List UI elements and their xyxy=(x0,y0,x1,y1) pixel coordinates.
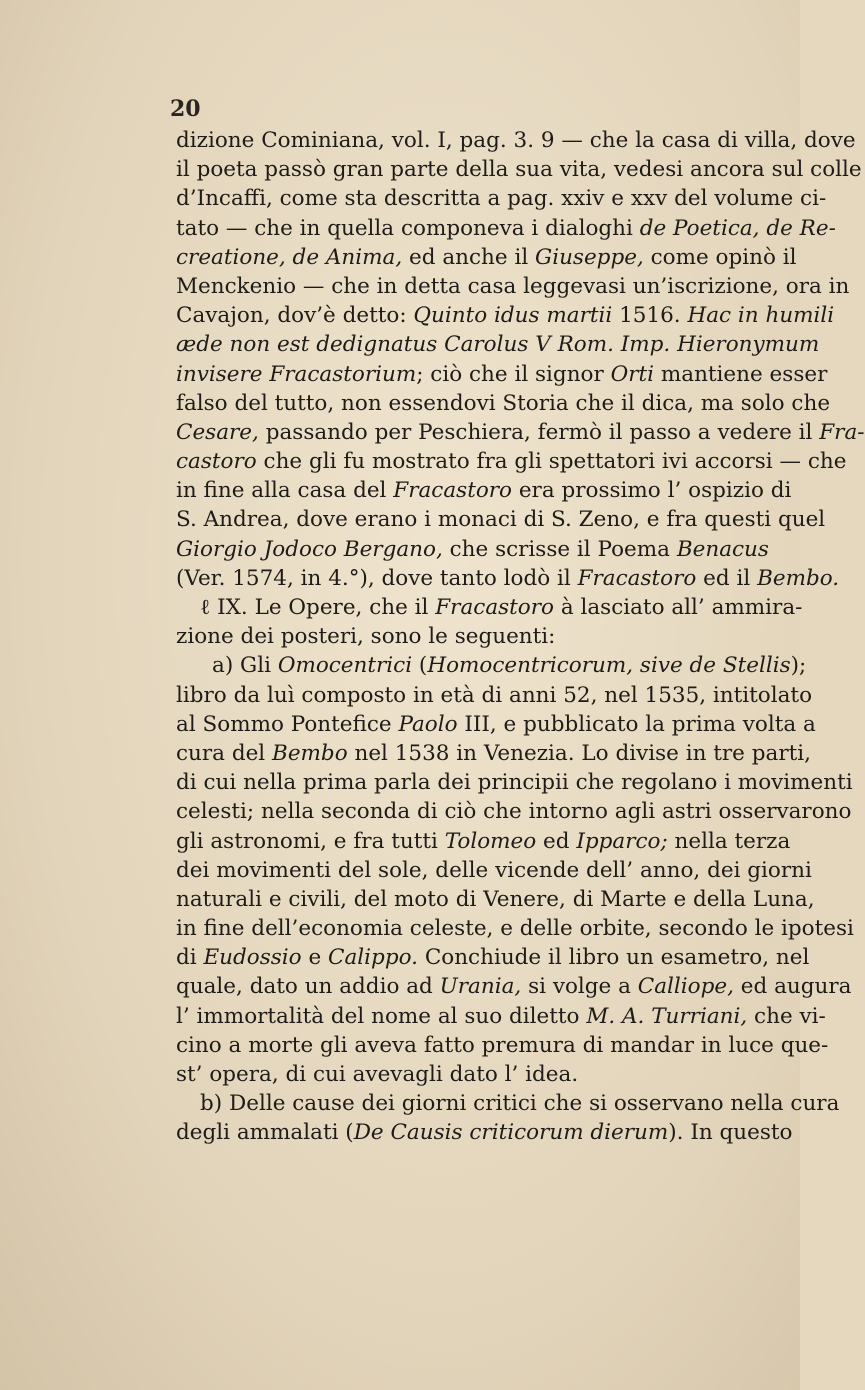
text-segment: ℓ IX. Le Opere, che il xyxy=(200,595,436,620)
italic-text: Eudossio xyxy=(203,945,302,971)
italic-text: castoro xyxy=(176,449,257,475)
text-line xyxy=(176,418,865,447)
text-line xyxy=(176,885,815,914)
text-line xyxy=(176,301,835,330)
text-segment: ed anche il xyxy=(402,244,536,270)
text-segment: st’ opera, di cui avevagli dato l’ idea. xyxy=(176,1062,579,1087)
italic-text: Fracastoro xyxy=(577,565,697,591)
text-line xyxy=(176,155,862,184)
text-line xyxy=(176,710,816,739)
text-line xyxy=(176,914,854,943)
italic-text: Giorgio Jodoco Bergano, xyxy=(176,536,443,562)
text-segment: degli ammalati ( xyxy=(176,1120,354,1146)
text-line xyxy=(176,447,847,476)
text-segment: passando per Peschiera, fermò il passo a vedere il xyxy=(258,419,820,445)
italic-text: Bembo xyxy=(272,740,348,766)
text-segment: come opinò il xyxy=(643,244,797,270)
text-segment: ed augura xyxy=(733,974,852,1000)
text-segment: a) Gli xyxy=(212,653,278,679)
page-number: 20 xyxy=(170,96,201,122)
text-segment: di xyxy=(176,945,204,971)
text-line xyxy=(176,943,810,972)
italic-text: M. A. Turriani, xyxy=(586,1003,748,1029)
text-segment: naturali e civili, del moto di Venere, di Marte e della Luna, xyxy=(176,886,815,912)
text-segment: à lasciato all’ ammira- xyxy=(553,595,803,620)
italic-text: æde non est dedignatus Carolus V Rom. Imp. Hieronymum xyxy=(176,332,820,358)
text-segment: zione dei posteri, sono le seguenti: xyxy=(176,624,556,650)
italic-text: creatione, de Anima, xyxy=(176,244,403,270)
text-segment: ); xyxy=(790,653,807,679)
text-line xyxy=(176,768,853,797)
text-segment: III, e pubblicato la prima volta a xyxy=(457,711,816,737)
text-segment: cino a morte gli aveva fatto premura di mandar in luce que- xyxy=(176,1032,829,1058)
text-segment: gli astronomi, e fra tutti xyxy=(176,828,445,854)
text-segment: in fine alla casa del xyxy=(176,478,394,504)
text-line xyxy=(176,622,766,651)
text-line xyxy=(176,1060,766,1089)
text-line xyxy=(176,272,850,301)
italic-text: Ipparco; xyxy=(576,828,668,854)
text-segment: 1516. xyxy=(612,303,688,329)
text-segment: d’Incaffi, come sta descritta a pag. xxiv e xxv del volume ci- xyxy=(176,186,827,212)
text-segment: ed xyxy=(536,828,577,854)
text-line xyxy=(176,739,811,768)
text-line xyxy=(176,535,769,564)
italic-text: Hac in humili xyxy=(687,303,835,329)
text-line xyxy=(176,360,828,389)
text-line xyxy=(176,827,791,856)
text-line xyxy=(176,681,813,710)
text-segment: Conchiude il libro un esametro, nel xyxy=(417,945,810,971)
text-line xyxy=(176,1031,829,1060)
text-segment: si volge a xyxy=(521,974,638,1000)
italic-text: invisere Fracastorium xyxy=(176,361,417,387)
italic-text: Quinto idus martii xyxy=(413,303,613,329)
text-segment: cura del xyxy=(176,740,273,766)
body-text xyxy=(176,126,865,1148)
text-segment: ). In questo xyxy=(668,1120,793,1146)
italic-text: Paolo xyxy=(398,711,458,737)
text-segment: ; ciò che il signor xyxy=(416,361,611,387)
text-segment: Menckenio — che in detta casa leggevasi un’iscrizione, ora in xyxy=(176,273,850,299)
text-segment: di cui nella prima parla dei principii che regolano i movimenti xyxy=(176,770,853,796)
text-line xyxy=(176,1002,826,1031)
italic-text: Calliope, xyxy=(637,974,734,1000)
italic-text: Cesare, xyxy=(176,419,259,445)
text-line xyxy=(176,593,803,622)
italic-text: Tolomeo xyxy=(444,828,537,854)
text-segment: falso del tutto, non essendovi Storia che il dica, ma solo che xyxy=(176,390,831,416)
text-segment: che gli fu mostrato fra gli spettatori ivi accorsi — che xyxy=(256,449,847,475)
text-line xyxy=(176,564,840,593)
italic-text: de Poetica, de Re- xyxy=(639,215,836,241)
text-line xyxy=(176,214,836,243)
text-segment: nel 1538 in Venezia. Lo divise in tre parti, xyxy=(347,740,811,766)
italic-text: Benacus xyxy=(676,536,769,562)
italic-text: De Causis criticorum dierum xyxy=(353,1120,669,1146)
text-segment: che scrisse il Poema xyxy=(442,536,677,562)
text-segment: mantiene esser xyxy=(654,361,828,387)
text-segment: libro da luì composto in età di anni 52, nel 1535, intitolato xyxy=(176,682,813,708)
text-segment: al Sommo Pontefice xyxy=(176,711,399,737)
text-segment: ed il xyxy=(696,565,758,591)
text-line xyxy=(176,126,856,155)
italic-text: Orti xyxy=(610,361,655,387)
text-segment: l’ immortalità del nome al suo diletto xyxy=(176,1003,587,1029)
text-segment: Cavajon, dov’è detto: xyxy=(176,303,414,329)
italic-text: Calippo. xyxy=(328,945,418,971)
text-segment: tato — che in quella componeva i dialoghi xyxy=(176,215,640,241)
text-segment: era prossimo l’ ospizio di xyxy=(512,478,792,504)
text-segment: e xyxy=(301,945,329,971)
italic-text: Bembo. xyxy=(757,565,840,591)
text-segment: dei movimenti del sole, delle vicende dell’ anno, dei giorni xyxy=(176,857,812,883)
text-line xyxy=(176,243,797,272)
text-segment: dizione Cominiana, vol. I, pag. 3. 9 — che la casa di villa, dove xyxy=(176,128,856,153)
text-segment: ( xyxy=(412,653,428,679)
text-line xyxy=(176,856,812,885)
text-segment: che vi- xyxy=(747,1003,826,1029)
text-line xyxy=(176,1089,840,1118)
text-segment: in fine dell’economia celeste, e delle orbite, secondo le ipotesi xyxy=(176,916,854,942)
text-segment: b) Delle cause dei giorni critici che si osservano nella cura xyxy=(200,1091,840,1117)
text-line xyxy=(176,505,826,534)
italic-text: Homocentricorum, sive de Stellis xyxy=(427,653,791,679)
italic-text: Fra- xyxy=(819,419,865,445)
italic-text: Fracastoro xyxy=(393,478,512,504)
text-line xyxy=(176,184,827,213)
text-line xyxy=(176,389,831,418)
italic-text: Giuseppe, xyxy=(535,244,644,270)
text-segment: quale, dato un addio ad xyxy=(176,974,440,1000)
italic-text: Urania, xyxy=(439,974,522,1000)
text-line xyxy=(176,330,820,359)
text-line xyxy=(176,797,852,826)
text-segment: S. Andrea, dove erano i monaci di S. Zeno, e fra questi quel xyxy=(176,507,826,533)
text-line xyxy=(176,972,852,1001)
italic-text: Omocentrici xyxy=(277,653,413,679)
text-segment: nella terza xyxy=(667,828,791,854)
text-segment: il poeta passò gran parte della sua vita, vedesi ancora sul colle xyxy=(176,157,862,183)
text-segment: celesti; nella seconda di ciò che intorno agli astri osservarono xyxy=(176,799,852,825)
text-line xyxy=(176,651,807,680)
text-line xyxy=(176,476,792,505)
text-segment: (Ver. 1574, in 4.°), dove tanto lodò il xyxy=(176,565,578,591)
text-line xyxy=(176,1118,793,1147)
italic-text: Fracastoro xyxy=(435,595,554,620)
